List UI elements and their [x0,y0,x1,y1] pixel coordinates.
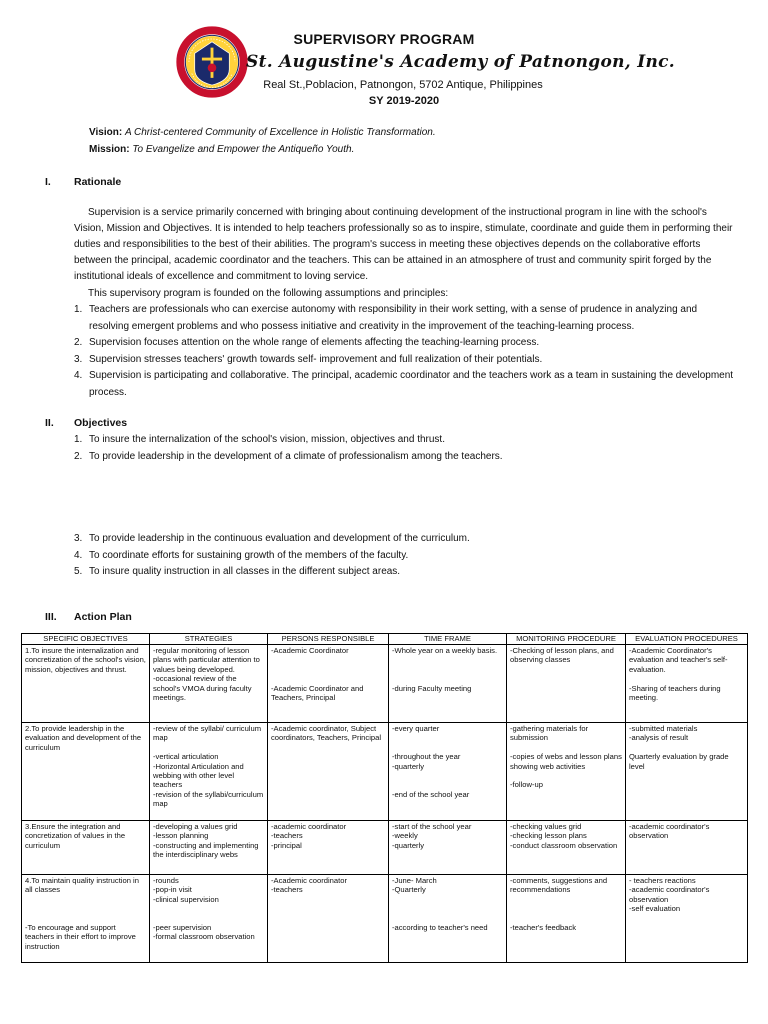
rationale-intro: This supervisory program is founded on the following assumptions and principles: [88,288,449,299]
cell-text: -start of the school year [392,822,472,831]
list-item: 3. To provide leadership in the continuous evaluation and development of the curriculum. [74,533,470,544]
objectives-number: II. [45,417,54,429]
table-cell [150,821,268,875]
cell-text: -Academic coordinator [271,876,347,885]
table-cell [22,645,150,723]
table-cell [22,723,150,821]
mission-line [89,144,354,155]
cell-text: -To encourage and support teachers in their effort to improve instruction [25,922,136,951]
school-address: Real St.,Poblacion, Patnongon, 5702 Antique, Philippines [263,79,543,91]
cell-spacer [271,655,385,664]
cell-text: -clinical supervision [153,894,219,904]
cell-text: 2.To provide leadership in the evaluation and development of the curriculum [25,724,142,752]
cell-text: -June- March [392,876,437,885]
cell-text: -follow-up [510,780,543,790]
cell-spacer [25,914,146,923]
cell-spacer [510,743,622,752]
cell-spacer [392,665,503,674]
cell-spacer [392,904,503,913]
cell-spacer [271,674,385,683]
cell-text: -developing a values grid [153,822,238,831]
table-cell [507,875,626,963]
cell-text: -analysis of result [629,733,689,743]
cell-text: -teachers [271,885,303,895]
table-cell [626,723,748,821]
cell-text: -occasional review of the school's VMOA during faculty meetings. [153,674,252,703]
cell-text: -teachers [271,831,303,841]
table-cell [389,875,507,963]
table-cell [268,645,389,723]
cell-spacer [392,655,503,664]
cell-spacer [629,743,744,752]
cell-text: -quarterly [392,761,425,771]
table-cell [150,875,268,963]
school-year: SY 2019-2020 [368,95,440,107]
table-row [22,723,748,821]
cell-text: -during Faculty meeting [392,683,472,693]
cell-spacer [392,914,503,923]
objectives-list-b [74,531,738,581]
table-cell [268,875,389,963]
table-cell [22,821,150,875]
cell-spacer [392,895,503,904]
table-cell [507,821,626,875]
rationale-number: I. [45,176,51,188]
cell-text: -end of the school year [392,789,470,799]
cell-spacer [25,904,146,913]
column-header: STRATEGIES [150,634,268,645]
cell-text: -Sharing of teachers during meeting. [629,683,721,703]
cell-text: -Checking of lesson plans, and observing classes [510,646,614,665]
program-title: SUPERVISORY PROGRAM [293,31,475,47]
cell-spacer [153,904,264,913]
cell-spacer [510,904,622,913]
vision-label: Vision: [89,127,123,138]
mission-label: Mission: [89,144,130,155]
cell-spacer [271,665,385,674]
cell-text: -throughout the year [392,752,461,762]
objectives-title: Objectives [74,417,128,429]
list-item: 1. To insure the internalization of the school's vision, mission, objectives and thrust. [74,434,445,445]
cell-text: -rounds [153,876,179,885]
cell-spacer [153,743,264,752]
cell-text: -teacher's feedback [510,922,577,932]
objectives-list-a [74,432,738,465]
cell-text: 4.To maintain quality instruction in all classes [25,876,139,895]
cell-text: -regular monitoring of lesson plans with particular attention to values being developed. [153,646,260,674]
cell-spacer [153,914,264,923]
action-plan-table [21,633,748,963]
cell-text: -gathering materials for submission [510,724,589,743]
cell-text: 1.To insure the internalization and concretization of the school's vision, mission, objectives and thrust. [25,646,146,674]
cell-spacer [392,743,503,752]
cell-text: -vertical articulation [153,752,219,762]
cell-text: -peer supervision [153,923,212,932]
cell-text: -lesson planning [153,831,209,841]
cell-text: -Academic Coordinator [271,646,349,655]
cell-text: Quarterly evaluation by grade level [629,752,729,771]
cell-text: 3.Ensure the integration and concretization of values in the curriculum [25,822,126,850]
table-cell [22,875,150,963]
cell-spacer [392,771,503,780]
cell-spacer [392,733,503,742]
cell-text: -Whole year on a weekly basis. [392,646,498,655]
cell-text: -self evaluation [629,904,681,914]
cell-text: -checking lesson plans [510,831,587,841]
cell-text: -Academic Coordinator and Teachers, Principal [271,683,364,702]
list-item: 5. To insure quality instruction in all classes in the different subject areas. [74,566,401,577]
column-header: MONITORING PROCEDURE [507,634,626,645]
cell-text: -weekly [392,831,418,841]
cell-text: -comments, suggestions and recommendations [510,876,608,895]
table-cell [389,723,507,821]
cell-text: -academic coordinator's observation [629,822,710,841]
mission-text: To Evangelize and Empower the Antiqueño Youth. [132,144,355,155]
cell-text: -constructing and implementing the interdisciplinary webs [153,840,259,860]
cell-text: -checking values grid [510,822,582,831]
cell-text: -formal classroom observation [153,932,255,942]
cell-text: -quarterly [392,840,425,850]
cell-text: -academic coordinator's observation [629,885,710,904]
action-plan-title: Action Plan [74,611,132,623]
table-cell [507,723,626,821]
list-item: 2. To provide leadership in the development of a climate of professionalism among the teachers. [74,450,503,462]
cell-spacer [510,895,622,904]
cell-spacer [392,674,503,683]
school-name: St. Augustine's Academy of Patnongon, Inc. [246,52,675,72]
table-cell [389,821,507,875]
cell-text: -every quarter [392,724,440,733]
action-plan-number: III. [45,611,57,623]
cell-text: -according to teacher's need [392,922,488,932]
cell-spacer [510,771,622,780]
cell-text: - teachers reactions [629,876,696,885]
cell-spacer [25,895,146,904]
table-cell [150,645,268,723]
table-cell [150,723,268,821]
table-cell [268,821,389,875]
cell-text: -conduct classroom observation [510,840,618,850]
column-header: EVALUATION PROCEDURES [626,634,748,645]
cell-text: -academic coordinator [271,822,347,831]
table-cell [389,645,507,723]
table-row [22,821,748,875]
vision-text: A Christ-centered Community of Excellence in Holistic Transformation. [124,127,436,138]
table-cell [626,645,748,723]
cell-text: -pop-in visit [153,885,192,895]
cell-spacer [510,914,622,923]
list-item: 4. To coordinate efforts for sustaining growth of the members of the faculty. [74,549,409,561]
table-header-row [22,634,748,645]
cell-text: -revision of the syllabi/curriculum map [153,789,264,809]
cell-text: -submitted materials [629,724,698,733]
cell-text: -Academic coordinator, Subject coordinators, Teachers, Principal [271,724,382,743]
document-header [0,24,768,114]
list-item: 1. Teachers are professionals who can exercise autonomy with responsibility in their work setting, with a sense of prudence in analyzing and resolving emergent problems and who possess initiative and creativity in the improvement of the teaching-learning process. [74,304,698,332]
cell-text: -Academic Coordinator's evaluation and teacher's self-evaluation. [629,646,728,674]
table-row [22,645,748,723]
list-item: 2. Supervision focuses attention on the whole range of elements affecting the teaching-learning process. [74,337,540,348]
cell-spacer [629,674,744,683]
table-cell [626,821,748,875]
cell-spacer [392,780,503,789]
table-cell [268,723,389,821]
cell-text: -Horizontal Articulation and webbing with other level teachers [153,761,244,790]
column-header: TIME FRAME [389,634,507,645]
cell-text: -copies of webs and lesson plans showing web activities [510,752,622,771]
cell-text: -principal [271,840,302,850]
list-item: 3. Supervision stresses teachers' growth towards self- improvement and full realization of their potentials. [74,353,543,365]
rationale-paragraph: Supervision is a service primarily concerned with bringing about continuing development of the instructional program in line with the school's Vision, Mission and Objectives. It is intended to help teachers professionally so as to inspire, stimulate, coordinate and guide them in performing their duties and responsibilities to the best of their abilities. The program's success in meeting these objectives depends on the collaborative efforts between the principal, academic coordinator and the teachers. This can be attained in an atmosphere of trust and community spirit forged by the institutional ideals of excellence and commitment to loving service. [74,207,733,282]
rationale-title: Rationale [74,176,122,188]
cell-text: -review of the syllabi/ curriculum map [153,724,262,743]
table-cell [626,875,748,963]
column-header: PERSONS RESPONSIBLE [268,634,389,645]
cell-text: -Quarterly [392,885,426,895]
list-item: 4. Supervision is participating and collaborative. The principal, academic coordinator and the teachers work as a team in sustaining the development process. [74,370,734,398]
column-header: SPECIFIC OBJECTIVES [22,634,150,645]
principles-list [74,302,738,401]
table-row [22,875,748,963]
vision-line [89,127,436,138]
table-cell [507,645,626,723]
